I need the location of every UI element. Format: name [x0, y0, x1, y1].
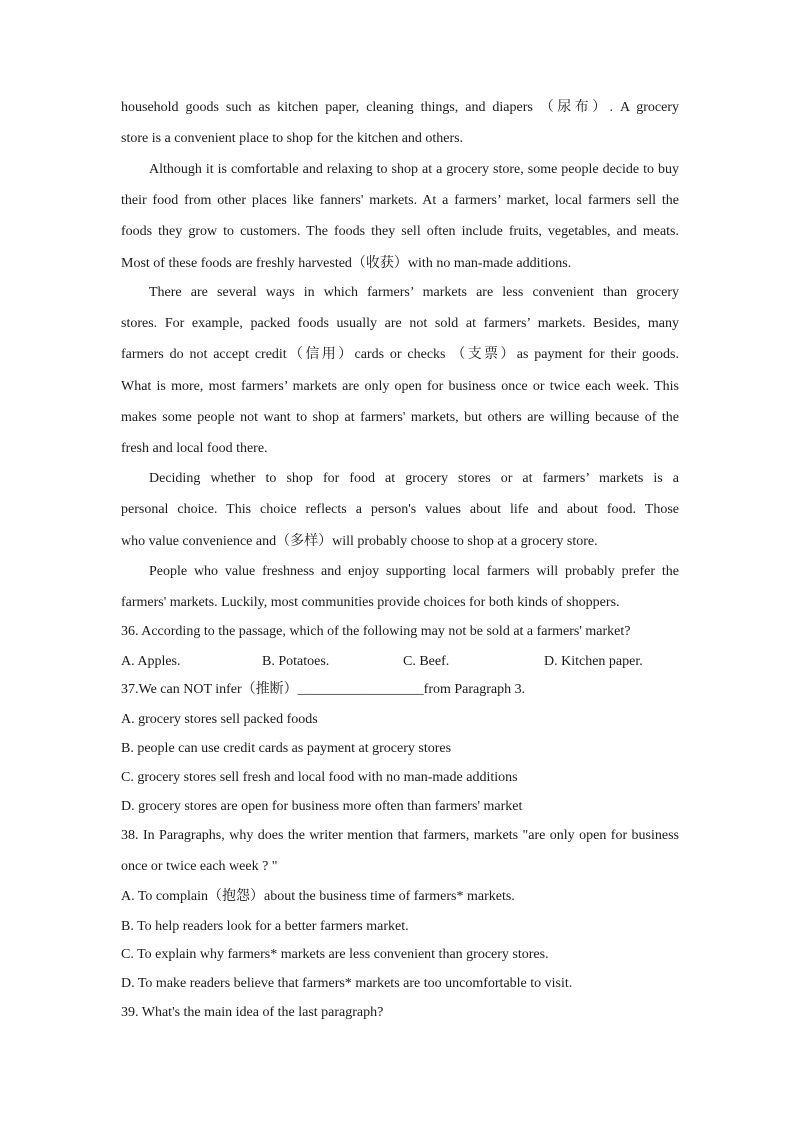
- question-36-option-b: B. Potatoes.: [262, 654, 330, 669]
- passage-line: Most of these foods are freshly harvested（收获）with no man-made additions.: [121, 256, 572, 271]
- passage-line: makes some people not want to shop at farmers' markets, but others are willing because of the: [121, 410, 679, 425]
- question-37-option-c: C. grocery stores sell fresh and local food with no man-made additions: [121, 770, 518, 785]
- question-36-options: [121, 653, 681, 671]
- passage-line: Although it is comfortable and relaxing to shop at a grocery store, some people decide to buy: [149, 162, 679, 177]
- passage-line: foods they grow to customers. The foods they sell often include fruits, vegetables, and meats.: [121, 224, 679, 239]
- question-36-option-c: C. Beef.: [403, 654, 450, 669]
- question-37-stem: 37.We can NOT infer（推断）__________________from Paragraph 3.: [121, 682, 526, 697]
- question-36-stem: 36. According to the passage, which of the following may not be sold at a farmers' market?: [121, 624, 631, 639]
- question-37-option-a: A. grocery stores sell packed foods: [121, 712, 318, 727]
- question-39-stem: 39. What's the main idea of the last paragraph?: [121, 1005, 384, 1020]
- passage-line: their food from other places like fanners' markets. At a farmers’ market, local farmers sell the: [121, 193, 679, 208]
- question-38-option-c: C. To explain why farmers* markets are less convenient than grocery stores.: [121, 947, 549, 962]
- question-36-option-a: A. Apples.: [121, 654, 181, 669]
- passage-line: There are several ways in which farmers’ markets are less convenient than grocery: [149, 285, 679, 300]
- question-38-option-a: A. To complain（抱怨）about the business time of farmers* markets.: [121, 889, 515, 904]
- passage-line: who value convenience and（多样）will probably choose to shop at a grocery store.: [121, 534, 598, 549]
- passage-line: stores. For example, packed foods usually are not sold at farmers’ markets. Besides, many: [121, 316, 679, 331]
- passage-line: fresh and local food there.: [121, 441, 268, 456]
- question-37-option-b: B. people can use credit cards as payment at grocery stores: [121, 741, 452, 756]
- passage-line: personal choice. This choice reflects a person's values about life and about food. Those: [121, 502, 679, 517]
- passage-line: store is a convenient place to shop for the kitchen and others.: [121, 131, 464, 146]
- question-38-stem: 38. In Paragraphs, why does the writer mention that farmers, markets "are only open for business: [121, 828, 679, 843]
- passage-line: People who value freshness and enjoy supporting local farmers will probably prefer the: [149, 564, 679, 579]
- passage-line: farmers do not accept credit（信用）cards or checks （支票）as payment for their goods.: [121, 347, 679, 362]
- question-37-option-d: D. grocery stores are open for business more often than farmers' market: [121, 799, 523, 814]
- question-38-option-b: B. To help readers look for a better farmers market.: [121, 919, 409, 934]
- passage-line: farmers' markets. Luckily, most communities provide choices for both kinds of shoppers.: [121, 595, 620, 610]
- question-36-option-d: D. Kitchen paper.: [544, 654, 643, 669]
- passage-line: Deciding whether to shop for food at grocery stores or at farmers’ markets is a: [149, 471, 679, 486]
- passage-line: household goods such as kitchen paper, cleaning things, and diapers （尿布）. A grocery: [121, 100, 679, 115]
- question-38-stem-continued: once or twice each week ? ": [121, 859, 278, 874]
- passage-line: What is more, most farmers’ markets are only open for business once or twice each week. This: [121, 379, 679, 394]
- question-38-option-d: D. To make readers believe that farmers* markets are too uncomfortable to visit.: [121, 976, 573, 991]
